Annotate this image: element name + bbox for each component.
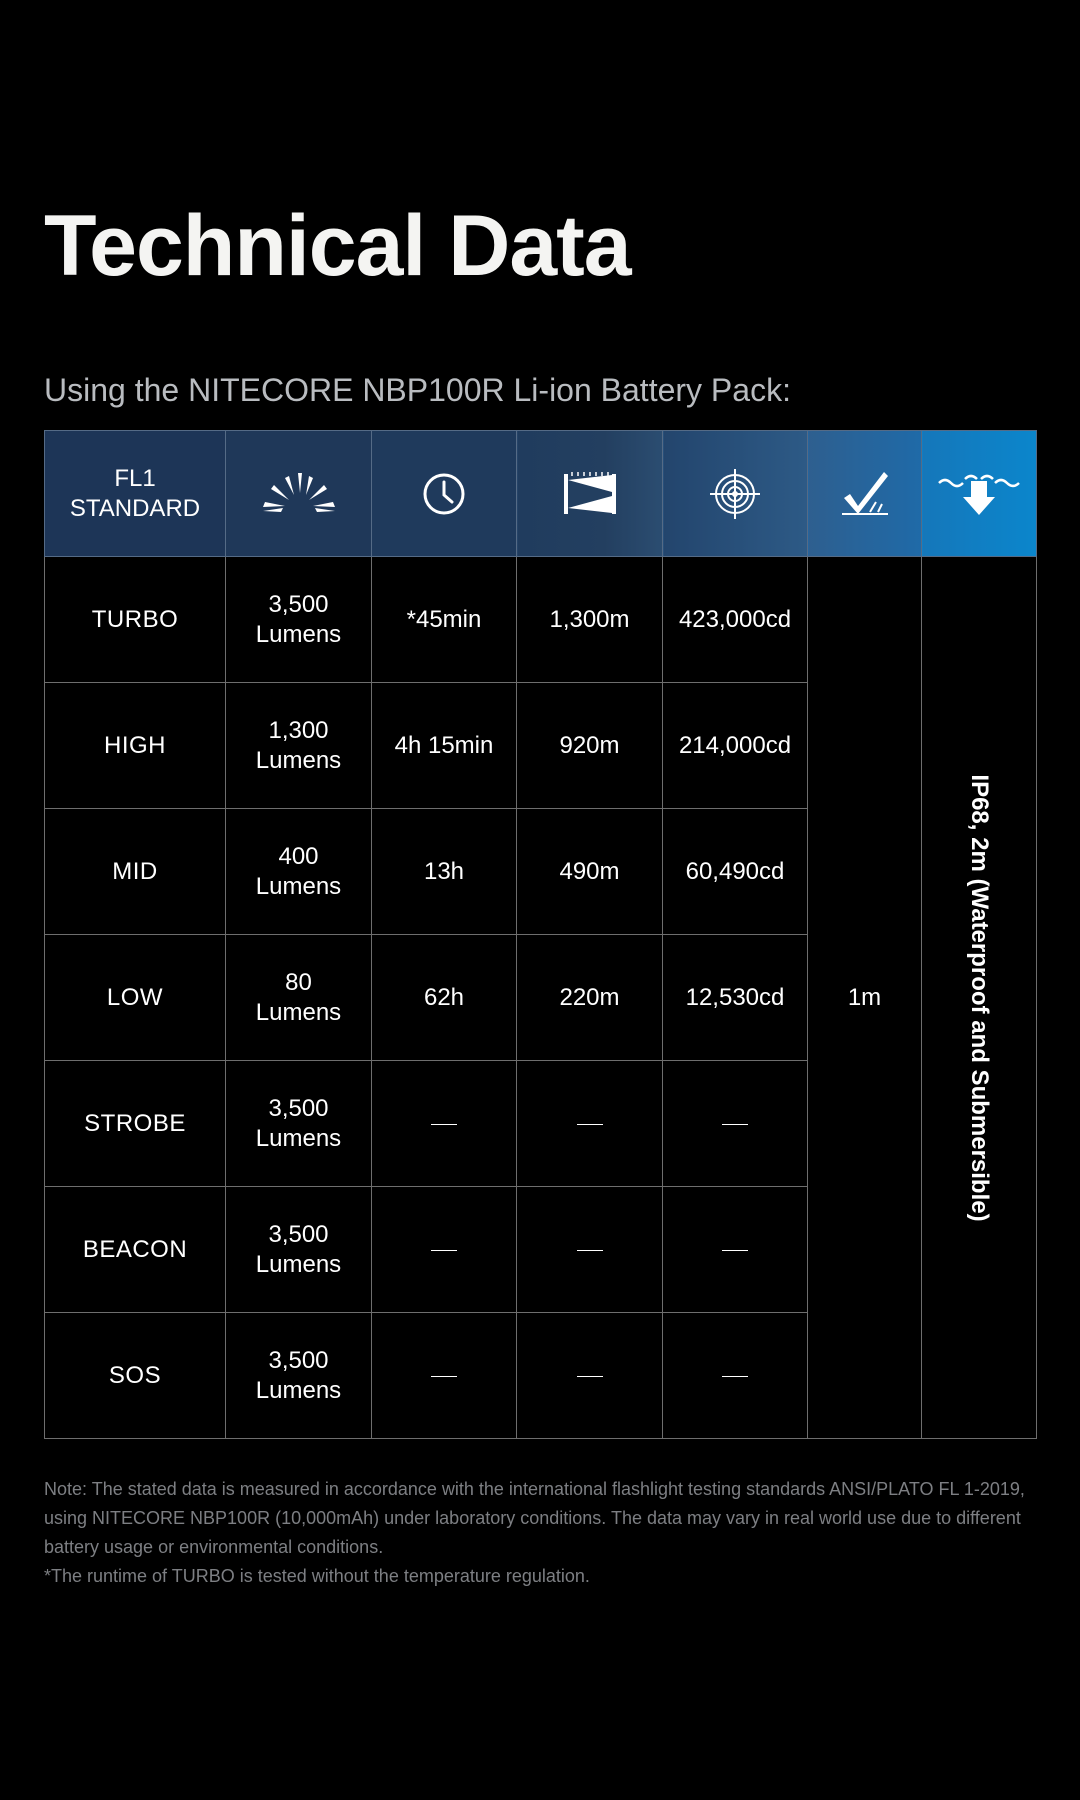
lumens-value: 3,500 xyxy=(268,1094,329,1122)
lumens-cell xyxy=(226,1187,372,1313)
fl1-standard-header xyxy=(45,431,226,557)
output-sunburst-icon xyxy=(263,473,335,515)
intensity-cell: 214,000cd xyxy=(663,683,808,809)
page-title: Technical Data xyxy=(44,198,631,294)
mode-cell: BEACON xyxy=(45,1187,226,1313)
runtime-clock-icon xyxy=(422,472,466,516)
waterproof-header xyxy=(922,431,1037,557)
mode-cell: TURBO xyxy=(45,557,226,683)
lumens-unit: Lumens xyxy=(255,1376,342,1404)
lumens-unit: Lumens xyxy=(255,746,342,774)
runtime-header xyxy=(372,431,517,557)
mode-cell: LOW xyxy=(45,935,226,1061)
header-row xyxy=(45,431,1037,557)
intensity-dash xyxy=(722,1124,748,1125)
distance-cell: 220m xyxy=(517,935,663,1061)
lumens-unit: Lumens xyxy=(255,1124,342,1152)
peak-intensity-target-icon xyxy=(710,469,760,519)
distance-cell: 920m xyxy=(517,683,663,809)
distance-cell xyxy=(517,1187,663,1313)
mode-cell: MID xyxy=(45,809,226,935)
distance-dash xyxy=(577,1376,603,1377)
lumens-value: 80 xyxy=(285,968,312,996)
lumens-unit: Lumens xyxy=(255,620,342,648)
impact-resistance-cell: 1m xyxy=(808,557,922,1439)
mode-cell: STROBE xyxy=(45,1061,226,1187)
intensity-cell xyxy=(663,1187,808,1313)
lumens-cell xyxy=(226,557,372,683)
impact-resistance-icon xyxy=(840,472,890,516)
table-row xyxy=(45,557,1037,683)
footnote xyxy=(44,1475,1034,1591)
runtime-dash xyxy=(431,1124,457,1125)
standard-label: STANDARD xyxy=(69,494,201,522)
output-header xyxy=(226,431,372,557)
intensity-cell: 423,000cd xyxy=(663,557,808,683)
fl1-label: FL1 xyxy=(114,464,156,492)
intensity-dash xyxy=(722,1376,748,1377)
runtime-cell: 62h xyxy=(372,935,517,1061)
intensity-cell xyxy=(663,1061,808,1187)
peak-intensity-header xyxy=(663,431,808,557)
lumens-cell xyxy=(226,683,372,809)
distance-cell xyxy=(517,1313,663,1439)
waterproof-icon xyxy=(937,473,1021,515)
beam-distance-icon xyxy=(564,472,616,516)
lumens-unit: Lumens xyxy=(255,1250,342,1278)
lumens-value: 1,300 xyxy=(268,716,329,744)
distance-cell: 490m xyxy=(517,809,663,935)
mode-cell: SOS xyxy=(45,1313,226,1439)
intensity-dash xyxy=(722,1250,748,1251)
runtime-cell xyxy=(372,1061,517,1187)
lumens-value: 3,500 xyxy=(268,590,329,618)
mode-cell: HIGH xyxy=(45,683,226,809)
lumens-cell xyxy=(226,1313,372,1439)
distance-dash xyxy=(577,1124,603,1125)
intensity-cell: 60,490cd xyxy=(663,809,808,935)
lumens-cell xyxy=(226,1061,372,1187)
footnote-turbo: *The runtime of TURBO is tested without the temperature regulation. xyxy=(44,1566,590,1586)
runtime-cell xyxy=(372,1313,517,1439)
intensity-cell xyxy=(663,1313,808,1439)
distance-dash xyxy=(577,1250,603,1251)
runtime-cell xyxy=(372,1187,517,1313)
subtitle: Using the NITECORE NBP100R Li-ion Battery Pack: xyxy=(44,372,791,408)
runtime-dash xyxy=(431,1250,457,1251)
lumens-unit: Lumens xyxy=(255,998,342,1026)
distance-cell: 1,300m xyxy=(517,557,663,683)
impact-resistance-header xyxy=(808,431,922,557)
lumens-value: 3,500 xyxy=(268,1220,329,1248)
lumens-value: 400 xyxy=(278,842,319,870)
waterproof-wrap xyxy=(922,557,1036,1438)
footnote-measurement: Note: The stated data is measured in accordance with the international flashlight testing standards ANSI/PLATO FL 1-2019, using NITECORE NBP100R (10,000mAh) under laboratory conditions. The data may vary in real world use due to different battery usage or environmental conditions. xyxy=(44,1479,1025,1557)
distance-cell xyxy=(517,1061,663,1187)
beam-distance-header xyxy=(517,431,663,557)
intensity-cell: 12,530cd xyxy=(663,935,808,1061)
lumens-cell xyxy=(226,809,372,935)
runtime-cell: 13h xyxy=(372,809,517,935)
runtime-cell: *45min xyxy=(372,557,517,683)
lumens-cell xyxy=(226,935,372,1061)
runtime-dash xyxy=(431,1376,457,1377)
runtime-cell: 4h 15min xyxy=(372,683,517,809)
technical-data-table xyxy=(44,430,1037,1439)
lumens-unit: Lumens xyxy=(255,872,342,900)
lumens-value: 3,500 xyxy=(268,1346,329,1374)
waterproof-cell xyxy=(922,557,1037,1439)
waterproof-rating: IP68, 2m (Waterproof and Submersible) xyxy=(966,773,993,1222)
